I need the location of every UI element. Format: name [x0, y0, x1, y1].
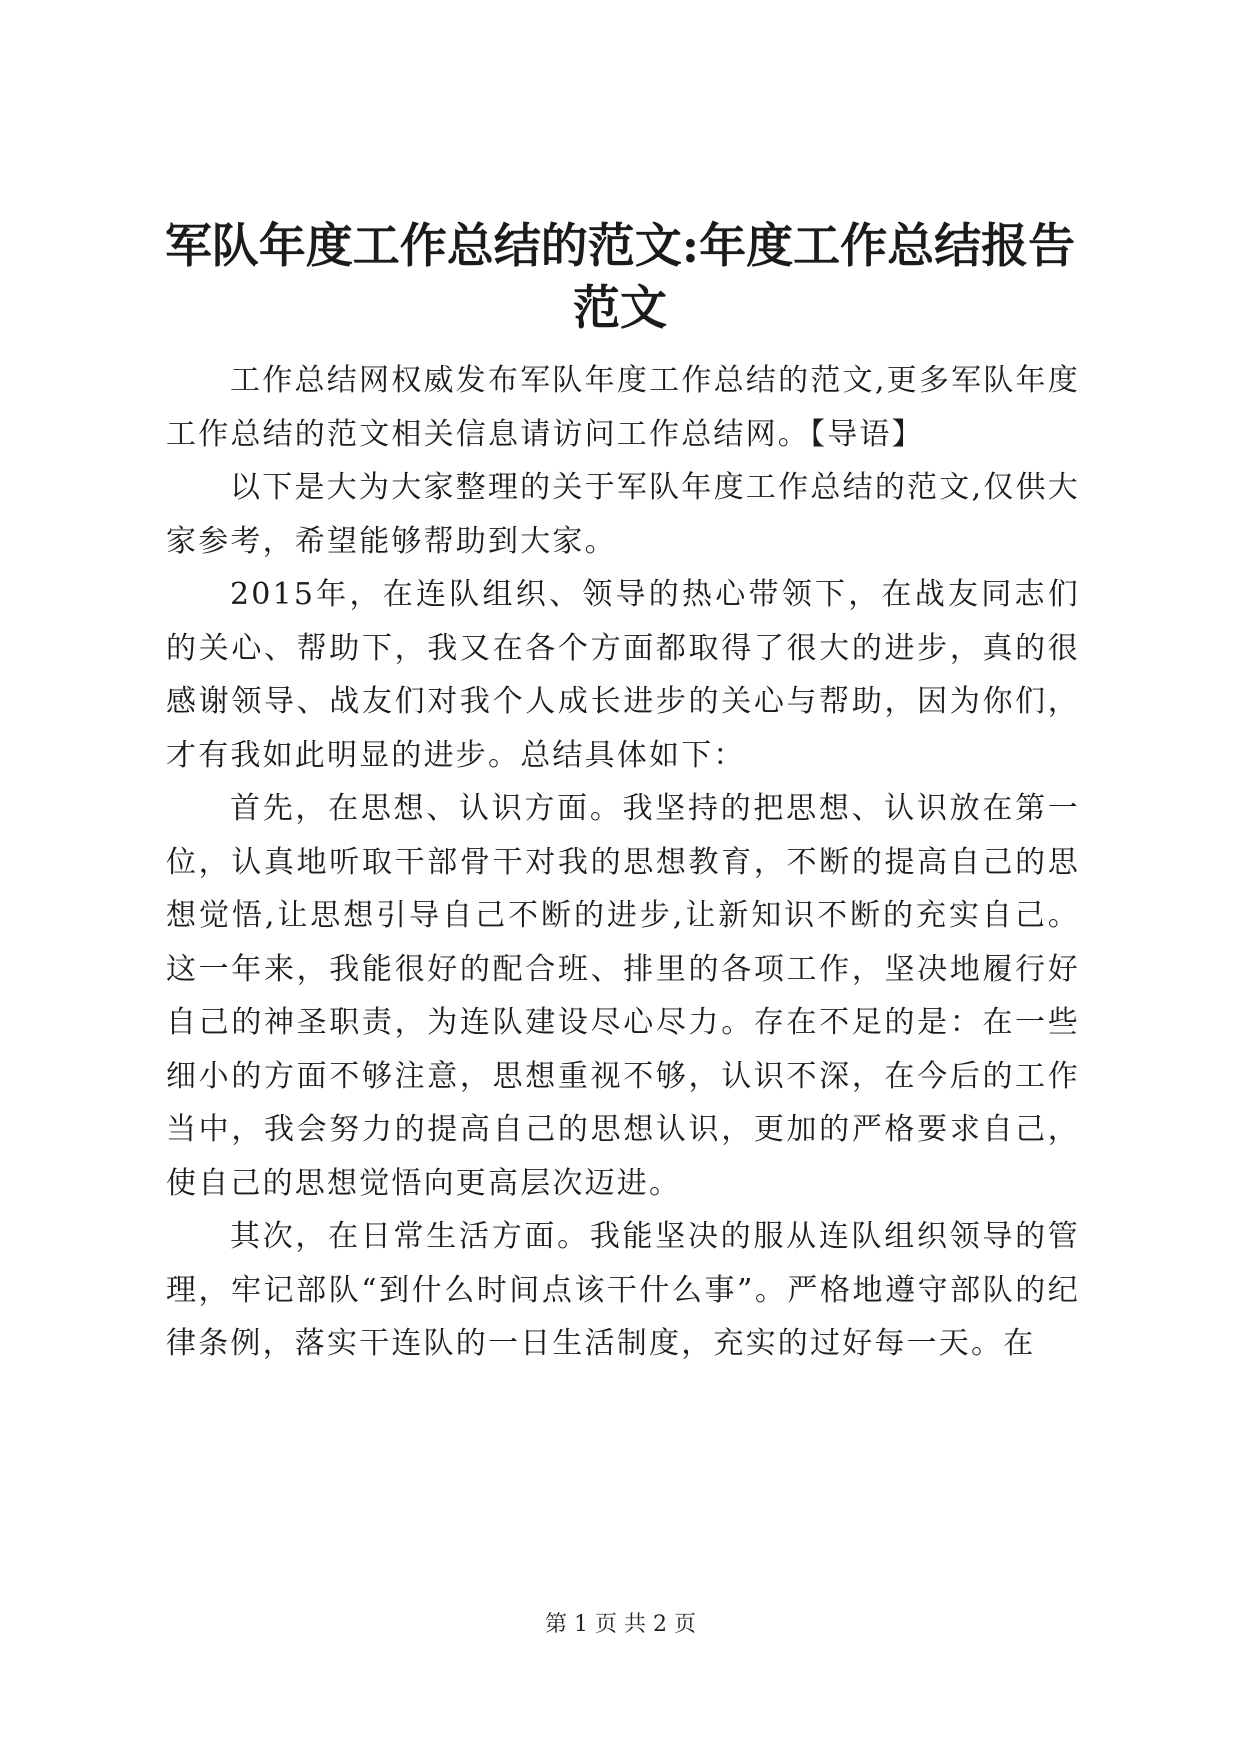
paragraph-thought: 首先，在思想、认识方面。我坚持的把思想、认识放在第一位，认真地听取干部骨干对我的思想教育，不断的提高自己的思想觉悟,让思想引导自己不断的进步,让新知识不断的充实自己。这一年来，我能很好的配合班、排里的各项工作，坚决地履行好自己的神圣职责，为连队建设尽心尽力。存在不足的是：在一些细小的方面不够注意，思想重视不够，认识不深，在今后的工作当中，我会努力的提高自己的思想认识，更加的严格要求自己，使自己的思想觉悟向更高层次迈进。: [166, 791, 1080, 1201]
document-title: 军队年度工作总结的范文:年度工作总结报告范文: [164, 219, 1076, 336]
paragraph-intro: 工作总结网权威发布军队年度工作总结的范文,更多军队年度工作总结的范文相关信息请访问工作总结网。【导语】: [166, 363, 1080, 452]
document-body: [166, 354, 1080, 1371]
paragraph-preface: 以下是大为大家整理的关于军队年度工作总结的范文,仅供大家参考，希望能够帮助到大家。: [166, 470, 1080, 559]
page-footer: 第 1 页 共 2 页: [545, 1612, 696, 1637]
paragraph-2015: 2015年，在连队组织、领导的热心带领下，在战友同志们的关心、帮助下，我又在各个方面都取得了很大的进步，真的很感谢领导、战友们对我个人成长进步的关心与帮助，因为你们，才有我如此明显的进步。总结具体如下：: [166, 577, 1080, 773]
paragraph-daily-life: 其次，在日常生活方面。我能坚决的服从连队组织领导的管理，牢记部队“到什么时间点该干什么事”。严格地遵守部队的纪律条例，落实干连队的一日生活制度，充实的过好每一天。在: [166, 1219, 1080, 1361]
